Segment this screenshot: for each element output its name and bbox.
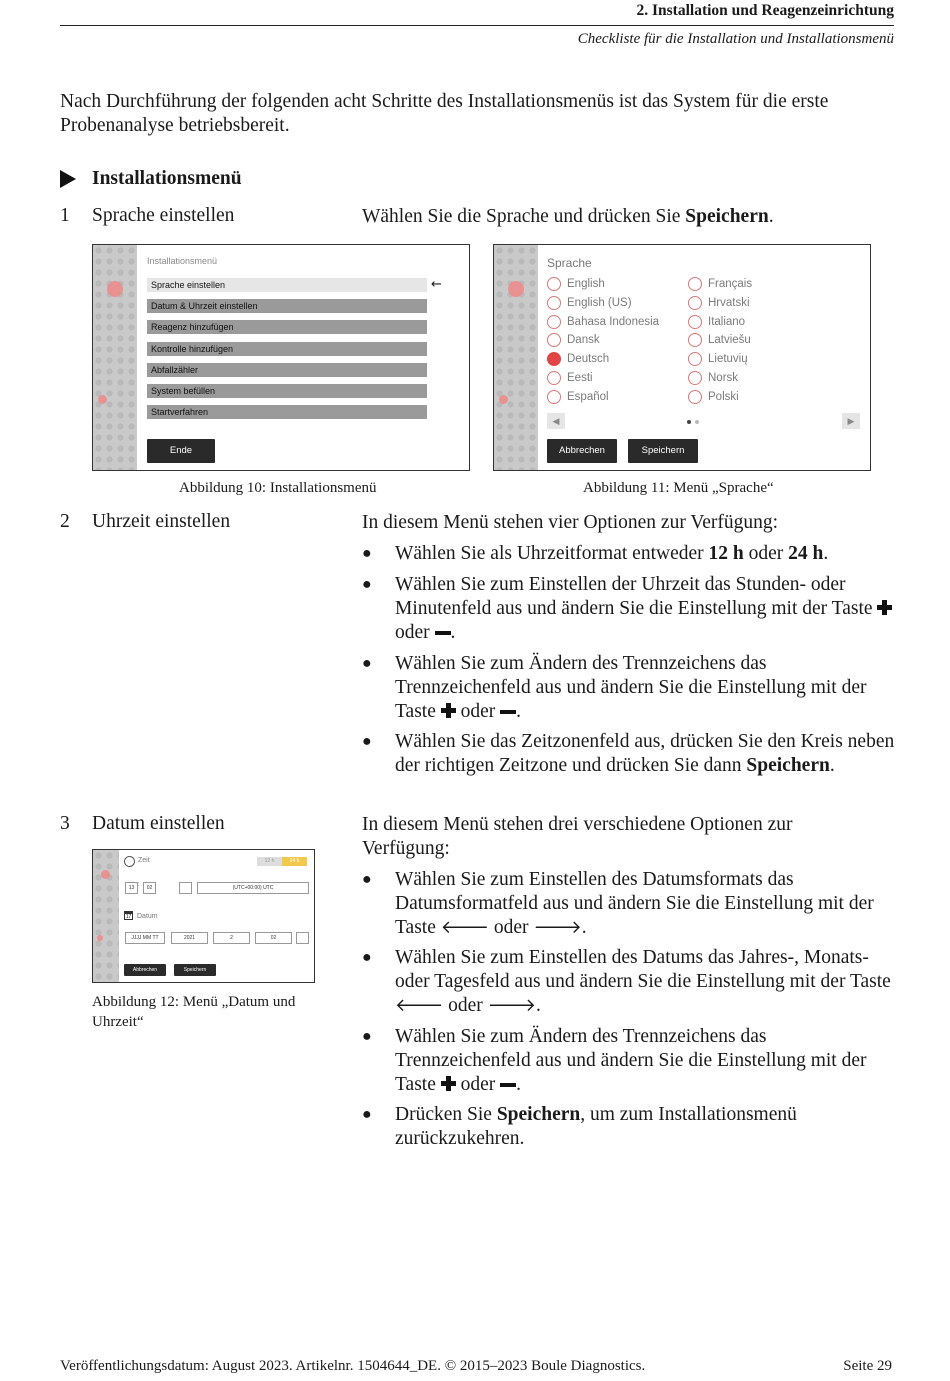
language-option[interactable] xyxy=(547,333,600,347)
installation-menu-item[interactable]: Kontrolle hinzufügen xyxy=(147,342,427,356)
save-button[interactable]: Speichern xyxy=(628,439,698,463)
language-option[interactable] xyxy=(547,352,609,366)
step-2-number: 2 xyxy=(60,511,70,532)
timezone-field[interactable]: (UTC+00:00) UTC xyxy=(197,882,309,894)
hex-pattern-panel xyxy=(93,245,137,470)
plus-icon xyxy=(877,600,892,615)
language-option-label: Polski xyxy=(708,390,739,403)
section-subtitle: Checkliste für die Installation und Installationsmenü xyxy=(577,31,894,47)
step-2-title: Uhrzeit einstellen xyxy=(92,511,231,532)
radio-button-icon[interactable] xyxy=(547,333,561,347)
installation-menu-item[interactable]: Datum & Uhrzeit einstellen xyxy=(147,299,427,313)
step-1-number: 1 xyxy=(60,205,70,226)
intro-paragraph: Nach Durchführung der folgenden acht Schritte des Installationsmenüs ist das System für die erste Probenanalyse betriebsbereit. xyxy=(60,91,829,136)
calendar-icon: 17 xyxy=(124,911,133,920)
language-option[interactable] xyxy=(688,390,739,404)
step-1-text: Wählen Sie die Sprache und drücken Sie Speichern. xyxy=(362,206,774,227)
language-option-label: Dansk xyxy=(567,334,600,347)
clock-icon xyxy=(124,856,135,867)
language-option-label: Italiano xyxy=(708,315,746,328)
arrow-left-icon: 🡐 xyxy=(395,995,444,1016)
language-option-label: Français xyxy=(708,278,753,290)
page-number: Seite 29 xyxy=(843,1358,892,1374)
language-option-label: Español xyxy=(567,390,609,403)
figure-date-time-menu xyxy=(92,849,315,983)
page-indicator xyxy=(695,420,699,424)
minus-icon xyxy=(435,631,451,635)
figure-12-caption: Abbildung 12: Menü „Datum und Uhrzeit“ xyxy=(92,994,296,1030)
radio-button-icon[interactable] xyxy=(547,277,561,291)
language-option[interactable] xyxy=(688,315,745,329)
radio-button-icon[interactable] xyxy=(547,352,561,366)
plus-icon xyxy=(441,1076,456,1091)
save-button[interactable]: Speichern xyxy=(174,964,216,976)
date-label: Datum xyxy=(137,913,158,920)
end-button[interactable]: Ende xyxy=(147,439,215,463)
next-page-icon[interactable]: ▶ xyxy=(842,413,860,429)
month-field[interactable]: 2 xyxy=(213,932,250,944)
language-heading: Sprache xyxy=(547,256,592,270)
installation-menu-item[interactable]: System befüllen xyxy=(147,384,427,398)
minute-field[interactable]: 02 xyxy=(143,882,156,894)
language-option-label: English (US) xyxy=(567,296,632,309)
triangle-bullet-icon xyxy=(60,170,76,188)
footer-publication-info: Veröffentlichungsdatum: August 2023. Artikelnr. 1504644_DE. © 2015–2023 Boule Diagnostics. xyxy=(60,1358,646,1374)
language-option-label: Norsk xyxy=(708,372,739,384)
separator-field[interactable] xyxy=(179,882,192,894)
radio-button-icon[interactable] xyxy=(547,315,561,329)
language-option[interactable] xyxy=(688,371,738,385)
language-option-label: Eesti xyxy=(567,372,593,384)
language-option-label: Latviešu xyxy=(708,334,751,347)
language-option-label: Bahasa Indonesia xyxy=(567,315,660,328)
arrow-left-icon: ← xyxy=(431,277,442,292)
arrow-right-icon: 🡒 xyxy=(487,995,536,1016)
language-option[interactable] xyxy=(547,390,609,404)
language-option[interactable] xyxy=(547,296,632,310)
plus-icon xyxy=(441,703,456,718)
language-option-label: English xyxy=(567,278,605,290)
minus-icon xyxy=(500,1083,516,1087)
step-3-intro: In diesem Menü stehen drei verschiedene Optionen zur Verfügung: xyxy=(362,814,793,859)
hex-pattern-panel xyxy=(494,245,538,470)
radio-button-icon[interactable] xyxy=(547,390,561,404)
figure-11-caption: Abbildung 11: Menü „Sprache“ xyxy=(583,480,774,496)
date-separator-field[interactable] xyxy=(296,932,309,944)
page-indicator-active xyxy=(687,420,691,424)
language-option-label: Hrvatski xyxy=(708,296,750,309)
figure-installation-menu xyxy=(92,244,470,471)
radio-button-icon[interactable] xyxy=(688,390,702,404)
installation-menu-item[interactable]: Abfallzähler xyxy=(147,363,427,377)
radio-button-icon[interactable] xyxy=(688,315,702,329)
installation-menu-item[interactable]: Sprache einstellen xyxy=(147,278,427,292)
time-separator: : xyxy=(138,882,140,888)
installation-menu-item[interactable]: Reagenz hinzufügen xyxy=(147,320,427,334)
hour-field[interactable]: 13 xyxy=(125,882,138,894)
radio-button-icon[interactable] xyxy=(547,371,561,385)
radio-button-icon[interactable] xyxy=(688,333,702,347)
chapter-title: 2. Installation und Reagenzeinrichtung xyxy=(636,2,894,19)
cancel-button[interactable]: Abbrechen xyxy=(547,439,617,463)
cancel-button[interactable]: Abbrechen xyxy=(124,964,166,976)
figure-10-caption: Abbildung 10: Installationsmenü xyxy=(179,480,377,496)
installation-menu-heading: Installationsmenü xyxy=(147,256,218,266)
language-option[interactable] xyxy=(547,315,659,329)
step-2-intro: In diesem Menü stehen vier Optionen zur Verfügung: xyxy=(362,512,779,533)
header-rule xyxy=(60,25,894,26)
language-option[interactable] xyxy=(688,333,751,347)
radio-button-icon[interactable] xyxy=(688,277,702,291)
previous-page-icon[interactable]: ◀ xyxy=(547,413,565,429)
language-option[interactable] xyxy=(688,352,748,366)
radio-button-icon[interactable] xyxy=(688,352,702,366)
toggle-12h[interactable]: 12 h xyxy=(257,857,282,866)
section-heading-text: Installationsmenü xyxy=(92,168,242,189)
date-format-field[interactable]: JJJJ MM TT xyxy=(125,932,165,944)
radio-button-icon[interactable] xyxy=(688,371,702,385)
language-option[interactable] xyxy=(688,296,750,310)
radio-button-icon[interactable] xyxy=(688,296,702,310)
language-option[interactable] xyxy=(688,277,752,291)
step-3-title: Datum einstellen xyxy=(92,813,225,834)
radio-button-icon[interactable] xyxy=(547,296,561,310)
language-option[interactable] xyxy=(547,277,605,291)
installation-menu-item[interactable]: Startverfahren xyxy=(147,405,427,419)
language-option-label: Deutsch xyxy=(567,353,610,366)
section-heading xyxy=(60,168,242,190)
arrow-left-icon: 🡐 xyxy=(440,917,490,938)
toggle-24h[interactable]: 24 h xyxy=(282,857,307,866)
arrow-right-icon: 🡒 xyxy=(533,917,582,938)
minus-icon xyxy=(500,710,516,714)
figure-language-menu xyxy=(493,244,871,471)
year-field[interactable]: 2021 xyxy=(171,932,208,944)
language-option-label: Lietuvių xyxy=(708,353,748,366)
language-option[interactable] xyxy=(547,371,593,385)
step-3-number: 3 xyxy=(60,813,70,834)
step-1-title: Sprache einstellen xyxy=(92,205,235,226)
time-label: Zeit xyxy=(138,857,150,864)
day-field[interactable]: 02 xyxy=(255,932,292,944)
